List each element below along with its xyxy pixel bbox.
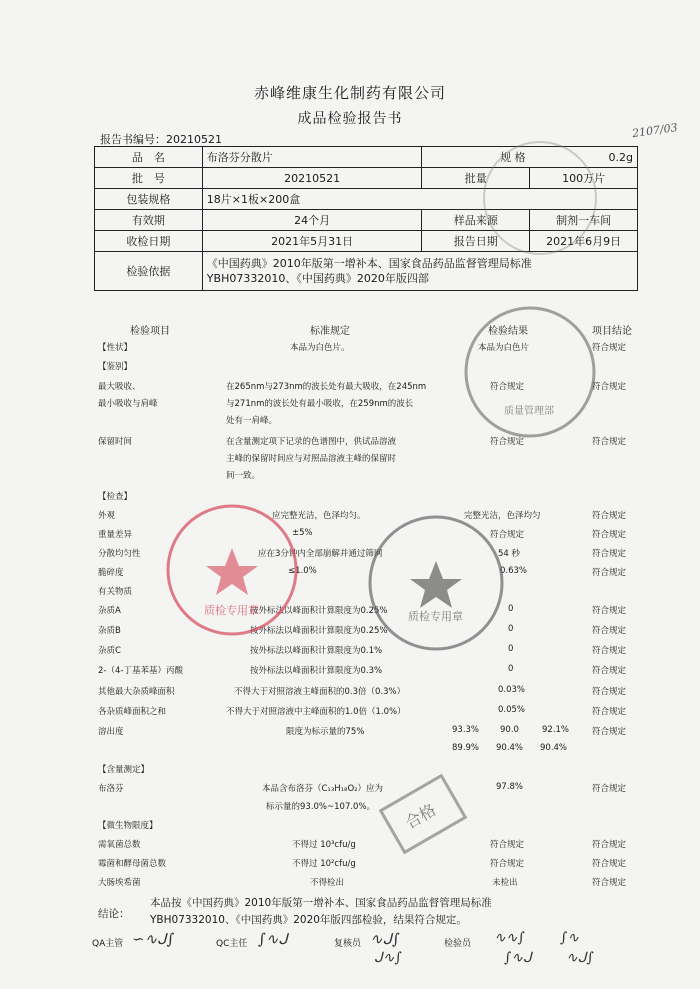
dis-item: 分散均匀性: [98, 549, 141, 559]
inspector-signature-4: ∿ᒍ∫: [566, 950, 594, 966]
dsv-con: 符合规定: [592, 727, 627, 737]
ip-item: 2-（4-丁基苯基）丙酸: [98, 666, 183, 676]
pack-label: 包装规格: [95, 189, 203, 210]
abs-std-2: 与271nm的波长处有最小吸收，在259nm的波长: [226, 399, 414, 409]
dsv-r2-c: 90.4%: [540, 743, 568, 753]
basis-line-2: YBH07332010、《中国药典》2020年版四部: [206, 272, 429, 285]
batch-label: 批 号: [95, 168, 203, 189]
ic-std: 按外标法以峰面积计算限度为0.1%: [250, 646, 383, 656]
wt-std: ±5%: [292, 528, 313, 538]
assay-std-2: 标示量的93.0%~107.0%。: [266, 802, 376, 812]
look-res: 完整光洁，色泽均匀: [464, 511, 541, 521]
assay-res: 97.8%: [496, 782, 524, 792]
dsv-r2-b: 90.4%: [496, 743, 524, 753]
ecoli-res: 未检出: [492, 878, 518, 888]
props-res: 本品为白色片: [478, 343, 530, 353]
aerobe-res: 符合规定: [490, 840, 525, 850]
abs-res: 符合规定: [490, 382, 525, 392]
ot-res: 0.05%: [498, 705, 526, 715]
inspector-signature-3: ∫∿ᒍ: [504, 950, 532, 966]
review-signature: ∿ᒍ∫: [370, 930, 400, 948]
abs-item-1: 最大吸收、: [98, 382, 141, 392]
company-name: 赤峰维康生化制药有限公司: [253, 84, 446, 102]
rt-std-2: 主峰的保留时间应与对照品溶液主峰的保留时: [226, 454, 397, 464]
mold-res: 符合规定: [490, 859, 525, 869]
look-con: 符合规定: [592, 511, 627, 521]
look-item: 外观: [98, 511, 116, 521]
conclusion-label: 结论：: [98, 908, 130, 920]
ip-std: 按外标法以峰面积计算限度为0.3%: [250, 666, 383, 676]
fri-item: 脆碎度: [98, 568, 124, 578]
dsv-std: 限度为标示量的75%: [286, 727, 365, 737]
dsv-r1-a: 93.3%: [452, 725, 480, 735]
dsv-r1-b: 90.0: [500, 725, 519, 735]
section-ident: 【鉴别】: [98, 362, 133, 372]
mold-con: 符合规定: [592, 859, 627, 869]
product-label: 品 名: [95, 147, 203, 168]
basis-label: 检验依据: [95, 252, 203, 291]
col-conclusion: 项目结论: [592, 326, 632, 337]
spec-value: 0.2g: [530, 147, 638, 168]
assay-item: 布洛芬: [98, 784, 124, 794]
ib-std: 按外标法以峰面积计算限度为0.25%: [250, 626, 388, 636]
ic-res: 0: [508, 644, 514, 654]
basis-value: [202, 252, 637, 291]
conclusion-line-1: 本品按《中国药典》2010年版第一增补本、国家食品药品监督管理局标准: [150, 897, 492, 909]
rt-std-1: 在含量测定项下记录的色谱图中，供试品溶液: [226, 437, 397, 447]
section-assay: 【含量测定】: [98, 765, 150, 775]
mold-std: 不得过 10²cfu/g: [292, 859, 356, 869]
rel-item: 有关物质: [98, 587, 133, 597]
report-title: 成品检验报告书: [297, 111, 403, 127]
abs-std-3: 处有一肩峰。: [226, 416, 278, 426]
dis-con: 符合规定: [592, 549, 627, 559]
dis-std: 应在3分钟内全部崩解并通过筛网: [258, 549, 383, 559]
mid-stamp-star: [410, 561, 462, 608]
ib-res: 0: [508, 624, 514, 634]
sig-qc-label: QC主任: [216, 939, 248, 949]
ia-con: 符合规定: [592, 606, 627, 616]
wt-item: 重量差异: [98, 530, 133, 540]
fri-res: 0.63%: [500, 566, 528, 576]
ip-con: 符合规定: [592, 666, 627, 676]
spec-label: 规 格: [422, 147, 530, 168]
rt-res: 符合规定: [490, 437, 525, 447]
col-result: 检验结果: [488, 326, 528, 337]
abs-item-2: 最小吸收与肩峰: [98, 399, 158, 409]
rt-std-3: 间一致。: [226, 471, 261, 481]
fri-con: 符合规定: [592, 568, 627, 578]
source-value: 制剂一车间: [530, 210, 638, 231]
product-name: 布洛芬分散片: [202, 147, 422, 168]
inspector-signature-1: ∿∿∫: [494, 930, 525, 946]
dsv-item: 溶出度: [98, 727, 124, 737]
report-date-value: 2021年6月9日: [530, 231, 638, 252]
om-item: 其他最大杂质峰面积: [98, 687, 175, 697]
left-stamp-label: 质检专用章: [204, 604, 259, 617]
aerobe-con: 符合规定: [592, 840, 627, 850]
left-stamp-star: [206, 548, 258, 595]
fri-std: ≤1.0%: [288, 566, 317, 576]
ic-con: 符合规定: [592, 646, 627, 656]
mid-stamp-circle: [370, 517, 502, 649]
qty-label: 批量: [422, 168, 530, 189]
sig-qa-label: QA主管: [92, 939, 124, 949]
qa-signature: ∽∿ᒍ∫: [132, 930, 175, 948]
props-std: 本品为白色片。: [290, 343, 350, 353]
report-number: 报告书编号：20210521: [100, 133, 222, 146]
ot-item: 各杂质峰面积之和: [98, 707, 167, 717]
sig-inspector-label: 检验员: [444, 939, 472, 949]
ot-con: 符合规定: [592, 707, 627, 717]
handwritten-date: 2107/03: [631, 120, 679, 141]
ip-res: 0: [508, 664, 514, 674]
om-con: 符合规定: [592, 687, 627, 697]
om-std: 不得大于对照溶液主峰面积的0.3倍（0.3%）: [234, 687, 406, 697]
report-date-label: 报告日期: [422, 231, 530, 252]
source-label: 样品来源: [422, 210, 530, 231]
ia-std: 按外标法以峰面积计算限度为0.25%: [250, 606, 388, 616]
batch-value: 20210521: [202, 168, 422, 189]
dis-res: 54 秒: [498, 549, 521, 559]
ot-std: 不得大于对照溶液中主峰面积的1.0倍（1.0%）: [226, 707, 406, 717]
recv-label: 收检日期: [95, 231, 203, 252]
review-signature-2: ᒍ∿∫: [374, 950, 402, 966]
wt-res: 符合规定: [490, 530, 525, 540]
qc-signature: ∫∿ᒍ: [258, 930, 288, 948]
rt-item: 保留时间: [98, 437, 133, 447]
abs-con: 符合规定: [592, 382, 627, 392]
rt-con: 符合规定: [592, 437, 627, 447]
props-con: 符合规定: [592, 343, 627, 353]
aerobe-std: 不得过 10³cfu/g: [292, 840, 356, 850]
col-standard: 标准规定: [310, 326, 350, 337]
ecoli-std: 不得检出: [310, 878, 345, 888]
ia-res: 0: [508, 604, 514, 614]
section-micro: 【微生物限度】: [98, 821, 158, 831]
mid-stamp-label: 质检专用章: [408, 610, 463, 623]
ecoli-con: 符合规定: [592, 878, 627, 888]
pack-value: 18片×1板×200盒: [202, 189, 637, 210]
qty-value: 100万片: [530, 168, 638, 189]
ib-item: 杂质B: [98, 626, 121, 636]
ic-item: 杂质C: [98, 646, 121, 656]
col-item: 检验项目: [130, 326, 170, 337]
dsv-r2-a: 89.9%: [452, 743, 480, 753]
section-check: 【检查】: [98, 492, 133, 502]
mold-item: 霉菌和酵母菌总数: [98, 859, 167, 869]
basis-line-1: 《中国药典》2010年版第一增补本、国家食品药品监督管理局标准: [206, 257, 532, 270]
abs-std-1: 在265nm与273nm的波长处有最大吸收，在245nm: [226, 382, 427, 392]
section-props: 【性状】: [98, 343, 133, 353]
sig-review-label: 复核员: [334, 939, 362, 949]
top-stamp-label: 质量管理部: [504, 406, 554, 417]
assay-con: 符合规定: [592, 784, 627, 794]
ecoli-item: 大肠埃希菌: [98, 878, 141, 888]
om-res: 0.03%: [498, 685, 526, 695]
valid-label: 有效期: [95, 210, 203, 231]
ib-con: 符合规定: [592, 626, 627, 636]
recv-value: 2021年5月31日: [202, 231, 422, 252]
valid-value: 24个月: [202, 210, 422, 231]
assay-std-1: 本品含布洛芬（C₁₃H₁₈O₂）应为: [262, 784, 384, 794]
info-table: [94, 146, 638, 291]
look-std: 应完整光洁，色泽均匀。: [272, 511, 366, 521]
wt-con: 符合规定: [592, 530, 627, 540]
aerobe-item: 需氧菌总数: [98, 840, 141, 850]
ia-item: 杂质A: [98, 606, 121, 616]
ok-stamp-label: 合格: [401, 800, 440, 833]
dsv-r1-c: 92.1%: [542, 725, 570, 735]
conclusion-line-2: YBH07332010、《中国药典》2020年版四部检验，结果符合规定。: [150, 914, 467, 926]
inspector-signature-2: ∫∿: [560, 930, 580, 946]
